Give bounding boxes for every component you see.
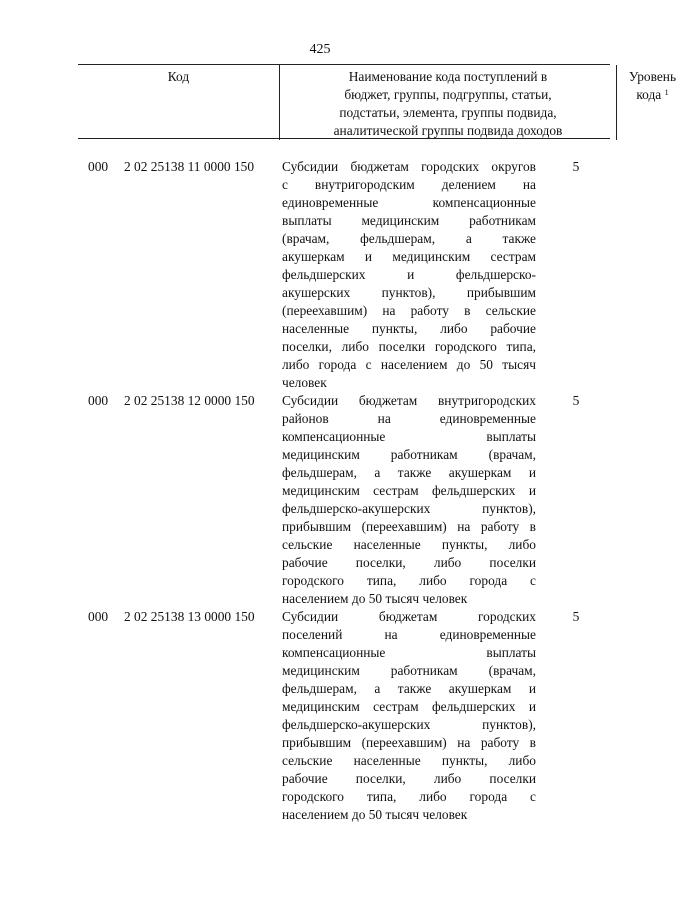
header-name-line: Наименование кода поступлений в — [348, 69, 548, 84]
description-line: компенсационные выплаты — [282, 429, 536, 444]
description-line: населенные пункты, либо рабочие — [282, 321, 536, 336]
description-line: фельдшерам, а также акушеркам и — [282, 465, 536, 480]
description-line: либо города с населением до 50 тысяч — [282, 357, 536, 372]
code-level: 5 — [572, 393, 580, 408]
description-line: медицинским сестрам фельдшерских и — [282, 483, 536, 498]
code-description — [282, 608, 536, 824]
admin-code: 000 — [88, 609, 109, 624]
description-line: городского типа, либо города с — [282, 789, 536, 804]
header-level — [617, 65, 688, 140]
description-line: фельдшерско-акушерских пунктов), — [282, 501, 536, 516]
description-line: рабочие поселки, либо поселки — [282, 555, 536, 570]
header-name — [279, 65, 617, 140]
table-row — [0, 608, 640, 824]
description-line: единовременные компенсационные — [282, 195, 536, 210]
description-line: населением до 50 тысяч человек — [282, 807, 468, 822]
description-line: акушерских пунктов), прибывшим — [282, 285, 536, 300]
code-description — [282, 158, 536, 392]
admin-code: 000 — [88, 159, 109, 174]
description-line: (переехавшим) на работу в сельские — [282, 303, 536, 318]
page-number: 425 — [309, 42, 331, 57]
description-line: рабочие поселки, либо поселки — [282, 771, 536, 786]
description-line: поселки, либо поселки городского типа, — [282, 339, 536, 354]
description-line: прибывшим (переехавшим) на работу в — [282, 735, 536, 750]
description-line: населением до 50 тысяч человек — [282, 591, 468, 606]
description-line: Субсидии бюджетам городских — [282, 609, 536, 624]
table-header — [78, 64, 677, 139]
income-code: 2 02 25138 11 0000 150 — [124, 159, 255, 174]
table-row — [0, 392, 640, 608]
description-line: городского типа, либо города с — [282, 573, 536, 588]
code-level: 5 — [572, 609, 580, 624]
income-code: 2 02 25138 13 0000 150 — [124, 609, 255, 624]
description-line: акушеркам и медицинским сестрам — [282, 249, 536, 264]
description-line: (врачам, фельдшерам, а также — [282, 231, 536, 246]
description-line: районов на единовременные — [282, 411, 536, 426]
code-level: 5 — [572, 159, 580, 174]
header-name-line: подстатьи, элемента, группы подвида, — [339, 105, 557, 120]
header-code: Код — [167, 69, 190, 84]
description-line: сельские населенные пункты, либо — [282, 537, 536, 552]
description-line: Субсидии бюджетам внутригородских — [282, 393, 536, 408]
code-description — [282, 392, 536, 608]
header-level-line2 — [617, 86, 688, 104]
description-line: выплаты медицинским работникам — [282, 213, 536, 228]
description-line: сельские населенные пункты, либо — [282, 753, 536, 768]
description-line: фельдшерам, а также акушеркам и — [282, 681, 536, 696]
table-body — [0, 158, 640, 824]
footnote-mark: 1 — [664, 88, 669, 97]
header-level-word: кода — [636, 87, 662, 102]
table-row — [0, 158, 640, 392]
description-line: человек — [282, 375, 327, 390]
description-line: Субсидии бюджетам городских округов — [282, 159, 536, 174]
description-line: медицинским работникам (врачам, — [282, 663, 536, 678]
description-line: фельдшерских и фельдшерско- — [282, 267, 536, 282]
description-line: с внутригородским делением на — [282, 177, 536, 192]
description-line: компенсационные выплаты — [282, 645, 536, 660]
header-level-line1: Уровень — [628, 69, 677, 84]
description-line: прибывшим (переехавшим) на работу в — [282, 519, 536, 534]
admin-code: 000 — [88, 393, 109, 408]
description-line: поселений на единовременные — [282, 627, 536, 642]
description-line: медицинским работникам (врачам, — [282, 447, 536, 462]
header-name-line: аналитической группы подвида доходов — [333, 123, 563, 138]
income-code: 2 02 25138 12 0000 150 — [124, 393, 255, 408]
description-line: медицинским сестрам фельдшерских и — [282, 699, 536, 714]
header-name-line: бюджет, группы, подгруппы, статьи, — [344, 87, 552, 102]
description-line: фельдшерско-акушерских пунктов), — [282, 717, 536, 732]
